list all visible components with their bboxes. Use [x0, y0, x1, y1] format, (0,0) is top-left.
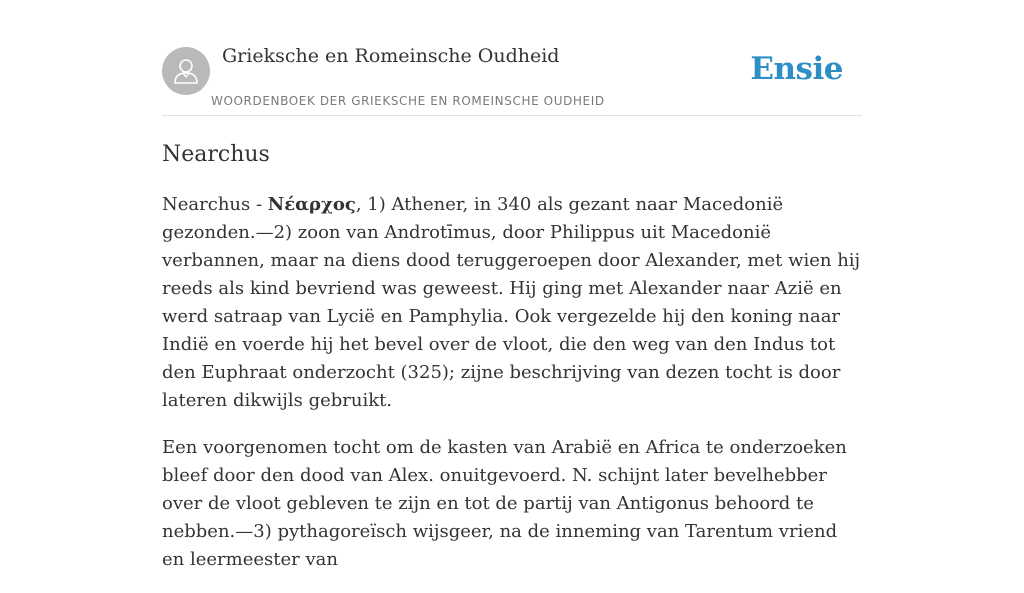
article-term: Nearchus: [162, 194, 251, 215]
term-separator: -: [250, 194, 268, 215]
header: [162, 0, 862, 116]
user-icon: [171, 56, 201, 86]
article-paragraph-1: [162, 191, 862, 415]
site-subtitle: WOORDENBOEK DER GRIEKSCHE EN ROMEINSCHE OUDHEID: [211, 94, 605, 108]
ensie-logo-link[interactable]: Ensie: [750, 51, 843, 87]
greek-term: Νέαρχος: [267, 194, 356, 215]
paragraph-1-text: , 1) Athener, in 340 als gezant naar Macedonië gezonden.—2) zoon van Androtīmus, door Philippus uit Macedonië verbannen, maar na diens dood teruggeroepen door Alexander, met wien hij reeds als kind bevriend was geweest. Hij ging met Alexander naar Azië en werd satraap van Lycië en Pamphylia. Ook vergezelde hij den koning naar Indië en voerde hij het bevel over de vloot, die den weg van den Indus tot den Euphraat onderzocht (325); zijne beschrijving van dezen tocht is door lateren dikwijls gebruikt.: [162, 194, 861, 411]
article-title: Nearchus: [162, 142, 270, 167]
site-title-link[interactable]: Grieksche en Romeinsche Oudheid: [222, 45, 560, 67]
article-body: [162, 191, 862, 574]
avatar[interactable]: [162, 47, 210, 95]
article-paragraph-2: Een voorgenomen tocht om de kasten van Arabië en Africa te onderzoeken bleef door den dood van Alex. onuitgevoerd. N. schijnt later bevelhebber over de vloot gebleven te zijn en tot de partij van Antigonus behoord te nebben.—3) pythagoreïsch wijsgeer, na de inneming van Tarentum vriend en leermeester van: [162, 437, 847, 570]
content-container: [162, 0, 862, 593]
